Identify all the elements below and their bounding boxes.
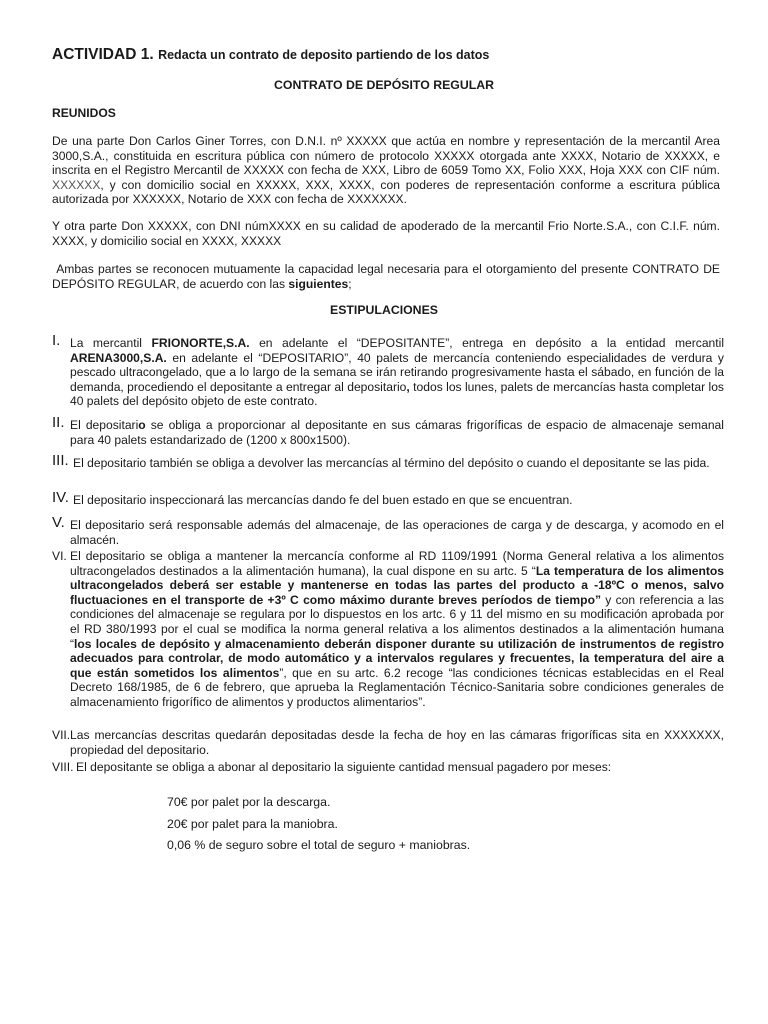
clause-text: El depositante se obliga a abonar al depositario la siguiente cantidad mensual pagadero por meses: (76, 760, 612, 774)
clause-2 (52, 414, 724, 447)
clause-number: III. (52, 452, 69, 469)
clause-7 (52, 728, 724, 757)
clause-number: IV. (52, 489, 69, 506)
clause-5 (52, 514, 724, 547)
party-one-paragraph: De una parte Don Carlos Giner Torres, con D.N.I. nº XXXXX que actúa en nombre y representación de la mercantil Area 3000,S.A., constituida en escritura pública con número de protocolo XXXXX otorgada ante XXXX, Notario de XXXXX, e inscrita en el Registro Mercantil de XXXXX con fecha de XXX, Libro de 6059 Tomo XX, Folio XXX, Hoja XXX con CIF núm. XXXXXX, y con domicilio social en XXXXX, XXX, XXXX, con poderes de representación conforme a escritura pública autorizada por XXXXXX, Notario de XXX con fecha de XXXXXXX. (52, 134, 720, 207)
estipulaciones-label: ESTIPULACIONES (330, 303, 438, 317)
clause-number: VIII. (52, 760, 74, 774)
clause-8 (52, 760, 724, 775)
clause-text: El depositario inspeccionará las mercancías dando fe del buen estado en que se encuentran. (73, 493, 573, 507)
contract-title: CONTRATO DE DEPÓSITO REGULAR (274, 78, 494, 92)
clause-text: El depositario se obliga a proporcionar al depositante en sus cámaras frigoríficas de espacio de almacenaje semanal para 40 palets estandarizado de (1200 x 800x1500). (70, 418, 724, 447)
clause-3 (52, 452, 724, 471)
activity-instruction: Redacta un contrato de deposito partiendo de los datos (158, 48, 490, 62)
clause-text: El depositario será responsable además del almacenaje, de las operaciones de carga y de descarga, y acomodo en el almacén. (70, 518, 724, 547)
clause-text: El depositario se obliga a mantener la mercancía conforme al RD 1109/1991 (Norma General relativa a los alimentos ultracongelados destinados a la alimentación humana), la cual dispone en su artc. 5 “La temperatura de los alimentos ultracongelados deberá ser estable y mantenerse en todas las partes del producto a -18ºC o menos, salvo fluctuaciones en el transporte de +3º C como máximo durante breves períodos de tiempo” y con referencia a las condiciones del almacenaje se regulara por lo dispuestos en los artc. 6 y 11 del mismo en su modificación aprobada por el RD 380/1993 por el cual se modifica la norma general relativa a los alimentos destinados a la alimentación humana “los locales de depósito y almacenamiento deberán disponer durante su utilización de instrumentos de registro adecuados para controlar, de modo automático y a intervalos regulares y frecuentes, la temperatura del aire a que están sometidos los alimentos”, que en su artc. 6.2 recoge “las condiciones técnicas establecidas en el Real Decreto 168/1985, de 6 de febrero, que aprueba la Reglamentación Técnico-Sanitaria sobre condiciones generales de almacenamiento frigorífico de alimentos y productos alimentarios”. (70, 549, 724, 709)
activity-label: ACTIVIDAD 1. (52, 46, 154, 63)
activity-heading (52, 46, 489, 64)
clause-1 (52, 332, 725, 409)
clause-text: La mercantil FRIONORTE,S.A. en adelante el “DEPOSITANTE”, entrega en depósito a la entidad mercantil ARENA3000,S.A. en adelante el “DEPOSITARIO”, 40 palets de mercancía conteniendo especialidades de verdura y pescado ultracongelado, que a lo largo de la semana se irán retirando progresivamente hasta el sábado, en función de la demanda, procediendo el depositante a entregar al depositario, todos los lunes, palets de mercancías hasta completar los 40 palets del depósito objeto de este contrato. (70, 336, 725, 409)
clause-number: I. (52, 332, 61, 349)
clause-number: V. (52, 514, 65, 531)
clause-6 (52, 549, 724, 710)
cif-placeholder: XXXXXX (52, 177, 101, 192)
clause-4 (52, 489, 724, 508)
clause-text: Las mercancías descritas quedarán depositadas desde la fecha de hoy en las cámaras frigoríficas sita en XXXXXXX, propiedad del depositario. (70, 728, 724, 757)
clause-number: II. (52, 414, 65, 431)
payment-line: 70€ por palet por la descarga. (167, 795, 331, 809)
clause-number: VI. (52, 549, 67, 563)
payment-line: 20€ por palet para la maniobra. (167, 817, 338, 831)
agreement-paragraph: Ambas partes se reconocen mutuamente la capacidad legal necesaria para el otorgamiento del presente CONTRATO DE DEPÓSITO REGULAR, de acuerdo con las siguientes; (52, 262, 720, 291)
reunidos-label: REUNIDOS (52, 106, 116, 120)
clause-number: VII. (52, 728, 71, 742)
clause-text: El depositario también se obliga a devolver las mercancías al término del depósito o cuando el depositante se las pida. (73, 456, 710, 470)
payment-line: 0,06 % de seguro sobre el total de seguro + maniobras. (167, 838, 471, 852)
party-two-paragraph: Y otra parte Don XXXXX, con DNI númXXXX en su calidad de apoderado de la mercantil Frio Norte.S.A., con C.I.F. núm. XXXX, y domicilio social en XXXX, XXXXX (52, 219, 720, 248)
